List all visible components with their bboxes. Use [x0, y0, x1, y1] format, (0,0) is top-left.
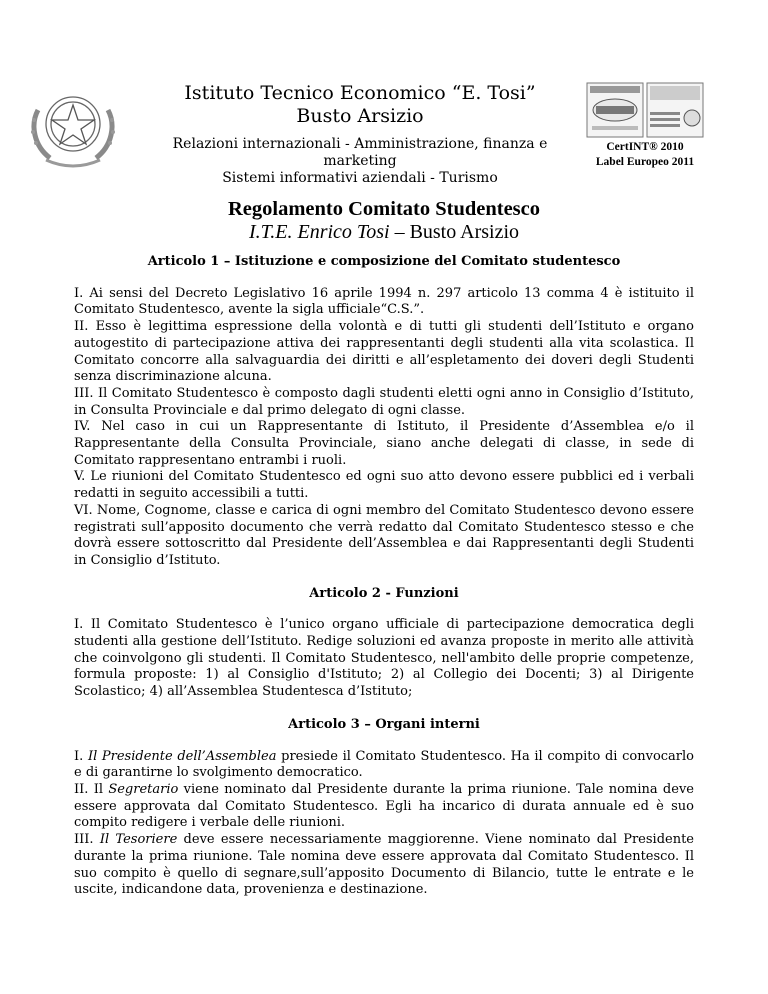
article-3-item	[74, 782, 694, 832]
document-title: Regolamento Comitato Studentesco	[227, 198, 540, 220]
article-3-item	[74, 832, 694, 899]
document-body	[74, 254, 694, 899]
article-3-heading: Articolo 3 – Organi interni	[288, 716, 480, 732]
item-prefix: I.	[74, 748, 88, 764]
item-prefix: III.	[74, 832, 100, 848]
item-role: Il Tesoriere	[99, 832, 178, 848]
article-3-item	[74, 749, 694, 782]
cert-line-2: Label Europeo 2011	[595, 156, 695, 168]
article-2-heading: Articolo 2 - Funzioni	[309, 585, 459, 601]
republic-emblem-icon	[24, 80, 122, 172]
article-1-heading: Articolo 1 – Istituzione e composizione del Comitato studentesco	[147, 254, 621, 269]
article-1-paragraph: I. Ai sensi del Decreto Legislativo 16 aprile 1994 n. 297 articolo 13 comma 4 è istituito il Comitato Studentesco, avente la sigla ufficiale“C.S.”.	[74, 285, 694, 318]
certification-logo-icon	[586, 82, 706, 140]
article-1-paragraph: V. Le riunioni del Comitato Studentesco ed ogni suo atto devono essere pubblici ed i verbali redatti in seguito accessibili a tutti.	[74, 469, 694, 502]
item-text: presiede il Comitato Studentesco. Ha il compito di convocarlo e di garantirne lo svolgimento democratico.	[74, 748, 695, 781]
courses-line-2: Sistemi informativi aziendali - Turismo	[222, 170, 498, 186]
article-2-paragraph: I. Il Comitato Studentesco è l’unico organo ufficiale di partecipazione democratica degli studenti alla gestione dell’Istituto. Redige soluzioni ed avanza proposte in merito alle attività che coinvolgono gli studenti. Il Comitato Studentesco, nell'ambito delle proprie competenze, formula proposte: 1) al Consiglio d'Istituto; 2) al Collegio dei Docenti; 3) al Dirigente Scolastico; 4) all’Assemblea Studentesca d’Istituto;	[74, 617, 694, 700]
cert-line-1: CertINT® 2010	[606, 141, 684, 153]
document-subtitle	[0, 221, 768, 244]
article-1-paragraph: III. Il Comitato Studentesco è composto dagli studenti eletti ogni anno in Consiglio d’Istituto, in Consulta Provinciale e dal primo delegato di ogni classe.	[74, 385, 694, 418]
item-prefix: II. Il	[74, 781, 109, 797]
certification-text	[575, 140, 715, 170]
school-name: Istituto Tecnico Economico “E. Tosi”	[184, 82, 536, 104]
item-role: Il Presidente dell’Assemblea	[87, 748, 277, 764]
school-header	[150, 82, 570, 187]
courses-list	[150, 136, 570, 187]
article-1-paragraph: II. Esso è legittima espressione della volontà e di tutti gli studenti dell’Istituto e organo autogestito di partecipazione attiva dei rappresentanti degli studenti alla vita scolastica. Il Comitato concorre alla salvaguardia dei diritti e all’espletamento dei doveri degli Studenti senza discriminazione alcuna.	[74, 319, 694, 385]
courses-line-1: Relazioni internazionali - Amministrazione, finanza e marketing	[172, 136, 548, 169]
article-1-paragraph: IV. Nel caso in cui un Rappresentante di Istituto, il Presidente d’Assemblea e/o il Rappresentante della Consulta Provinciale, siano anche delegati di classe, in sede di Comitato rappresentano entrambi i ruoli.	[74, 419, 694, 468]
item-text: viene nominato dal Presidente durante la prima riunione. Tale nomina deve essere approvata dal Comitato Studentesco. Egli ha incarico di durata annuale ed è suo compito redigere i verbale delle riunioni.	[74, 781, 694, 831]
subtitle-school: I.T.E. Enrico Tosi	[248, 221, 390, 243]
article-1-paragraph: VI. Nome, Cognome, classe e carica di ogni membro del Comitato Studentesco devono essere registrati sull’apposito documento che verrà redatto dal Comitato Studentesco stesso e che dovrà essere sottoscritto dal Presidente dell’Assemblea e dai Rappresentanti degli Studenti in Consiglio d’Istituto.	[74, 502, 694, 568]
subtitle-city: – Busto Arsizio	[389, 221, 520, 243]
school-city: Busto Arsizio	[296, 105, 424, 127]
item-text: deve essere necessariamente maggiorenne. Viene nominato dal Presidente durante la prima riunione. Tale nomina deve essere approvata dal Comitato Studentesco. Il suo compito è quello di segnare,sull’apposito Documento di Bilancio, tutte le entrate e le uscite, indicandone data, provenienza e destinazione.	[74, 832, 695, 898]
item-role: Segretario	[108, 781, 179, 797]
